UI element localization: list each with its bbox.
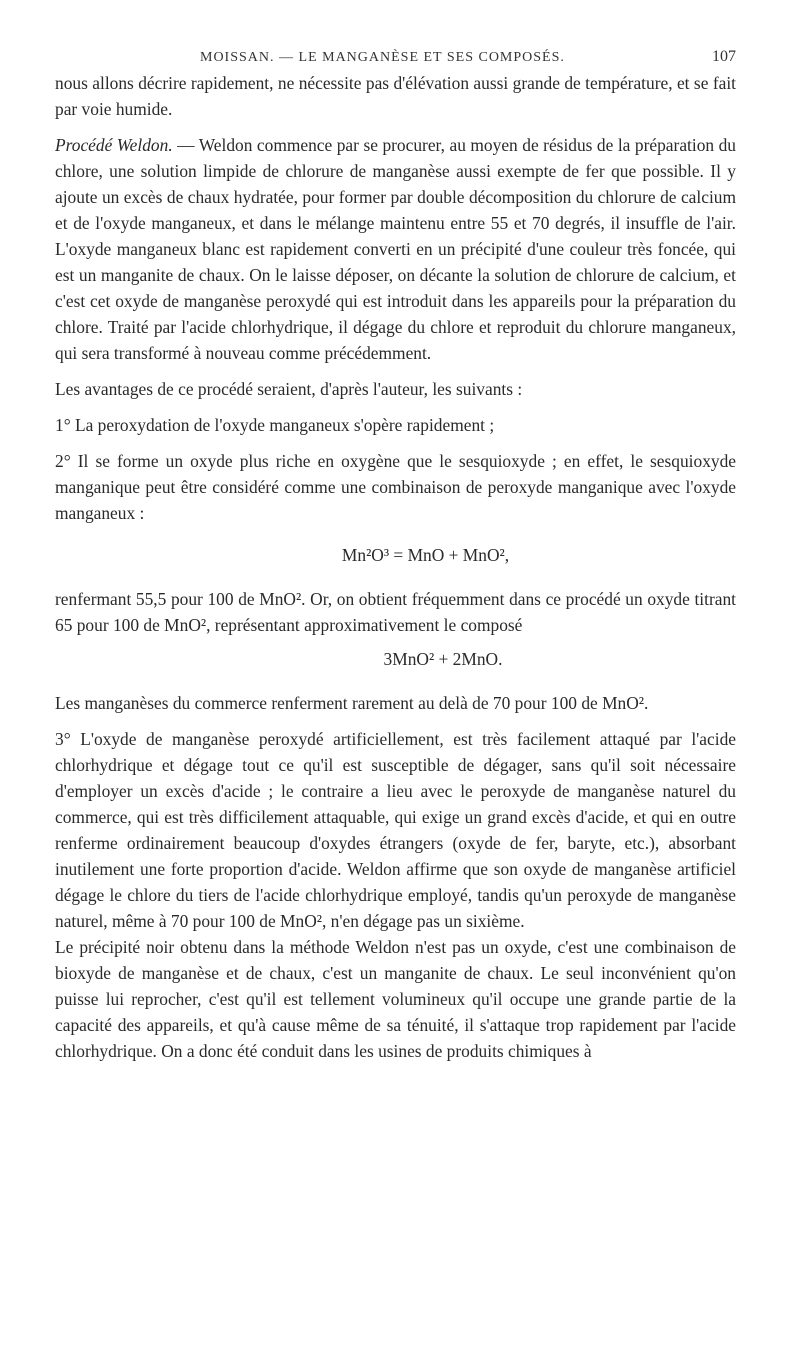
list-item-advantage-3: 3° L'oxyde de manganèse peroxydé artificiellement, est très facilement attaqué par l'acide chlorhydrique et dégage tout ce qu'il est susceptible de dégager, sans qu'il soit nécessaire d'employer un excès d'acide ; le contraire a lieu avec le peroxyde de manganèse naturel du commerce, qui est très difficilement attaquable, qui exige un grand excès d'acide, et qui en outre renferme ordinairement beaucoup d'oxydes étrangers (oxyde de fer, baryte, etc.), absorbant inutilement une forte proportion d'acide. Weldon affirme que son oxyde de manganèse artificiel dégage le chlore du tiers de l'acide chlorhydrique employé, tandis qu'un peroxyde de manganèse naturel, même à 70 pour 100 de MnO², n'en dégage pas un sixième. [55, 729, 736, 931]
list-item-advantage-1: 1° La peroxydation de l'oxyde manganeux s'opère rapidement ; [55, 415, 495, 435]
formula-compound: 3MnO² + 2MnO. [383, 649, 503, 669]
page-number: 107 [712, 48, 736, 65]
paragraph-commerce: Les manganèses du commerce renferment rarement au delà de 70 pour 100 de MnO². [55, 693, 649, 713]
paragraph-precipitate: Le précipité noir obtenu dans la méthode Weldon n'est pas un oxyde, c'est une combinaison de bioxyde de manganèse et de chaux, c'est un manganite de chaux. Le seul inconvénient qu'on puisse lui reprocher, c'est qu'il est tellement volumineux qu'il occupe une grande partie de la capacité des appareils, et qu'à cause même de sa ténuité, il s'attaque trop rapidement par l'acide chlorhydrique. On a donc été conduit dans les usines de produits chimiques à [55, 937, 736, 1061]
paragraph-continuation: nous allons décrire rapidement, ne nécessite pas d'élévation aussi grande de température, et se fait par voie humide. [55, 73, 736, 119]
paragraph-advantages-intro: Les avantages de ce procédé seraient, d'après l'auteur, les suivants : [55, 379, 523, 399]
paragraph-weldon-process [55, 132, 736, 366]
paragraph-weldon-text: — Weldon commence par se procurer, au moyen de résidus de la préparation du chlore, une solution limpide de chlorure de manganèse aussi exempte de fer que possible. Il y ajoute un excès de chaux hydratée, pour former par double décomposition du chlorure de calcium et de l'oxyde manganeux, et dans le mélange maintenu entre 55 et 70 degrés, il insuffle de l'air. L'oxyde manganeux blanc est rapidement converti en un précipité d'une couleur très foncée, qui est un manganite de chaux. On le laisse déposer, on décante la solution de chlorure de calcium, et c'est cet oxyde de manganèse peroxydé qui est introduit dans les appareils pour la préparation du chlore. Traité par l'acide chlorhydrique, il dégage du chlore et reproduit du chlorure manganeux, qui sera transformé à nouveau comme précédemment. [55, 135, 736, 363]
section-title: Procédé Weldon. [55, 135, 173, 155]
paragraph-composition: renfermant 55,5 pour 100 de MnO². Or, on obtient fréquemment dans ce procédé un oxyde titrant 65 pour 100 de MnO², représentant approximativement le composé [55, 589, 736, 635]
running-title: MOISSAN. — LE MANGANÈSE ET SES COMPOSÉS. [200, 50, 565, 65]
running-header [55, 44, 736, 70]
list-item-advantage-2: 2° Il se forme un oxyde plus riche en oxygène que le sesquioxyde ; en effet, le sesquioxyde manganique peut être considéré comme une combinaison de peroxyde manganique avec l'oxyde manganeux : [55, 451, 736, 523]
formula-sesquioxide: Mn²O³ = MnO + MnO², [341, 545, 510, 565]
